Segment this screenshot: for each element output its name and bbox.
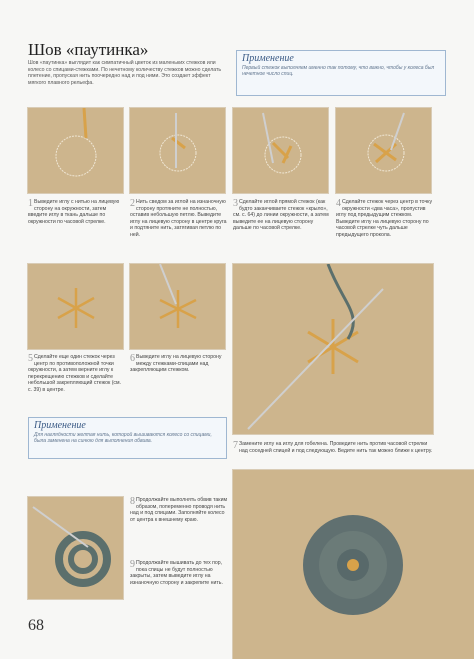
step-photo-3: [233, 108, 328, 193]
step-photo-2: [130, 108, 225, 193]
step-photo-7: [233, 264, 433, 434]
intro-text: Шов «паутинка» выглядит как симпатичный цветок из маленьких стежков или колесо со спицами-стежками. По нечетному количеству стежков можно сделать плетение, пропуская нить поочередно над и под ними. Это создает эффект мягкого плавного рельефа.: [28, 60, 222, 86]
note-heading: Применение: [34, 420, 86, 431]
step-text: Продолжайте выполнять обвив таким образом, попеременно проводя нить над и под спицами. Заполняйте колесо от центра к внешнему краю.: [130, 497, 228, 523]
note-text: Для наглядности желтая нить, которой вышиваются колесо со спицами, была заменена на синюю для выполнения обвива.: [34, 432, 212, 444]
step-text: Сделайте еще один стежок через центр по противоположной точки окружности, а затем верните иглу к перекрещению стежков и сделайте небольшой закрепляющий стежок (см. с. 39) в центре.: [28, 354, 122, 393]
step-photo-1: [28, 108, 123, 193]
step-caption-3: [233, 199, 331, 232]
step-caption-6: [130, 354, 228, 374]
step-photo-8: [28, 497, 123, 599]
step-caption-8: [130, 497, 230, 523]
step-caption-2: [130, 199, 228, 238]
step-caption-7: [233, 441, 433, 454]
step-photo-7-svg: [233, 264, 433, 434]
step-number: 1: [28, 198, 33, 209]
step-number: 4: [336, 198, 341, 209]
step-photo-4-svg: [336, 108, 431, 193]
page-number: 68: [28, 617, 44, 634]
step-caption-4: [336, 199, 434, 238]
step-photo-6-svg: [130, 264, 225, 349]
step-caption-5: [28, 354, 126, 393]
note-box-1: [236, 50, 446, 96]
final-photo: [233, 470, 474, 659]
step-number: 3: [233, 198, 238, 209]
step-photo-1-svg: [28, 108, 123, 193]
step-text: Сделайте стежок через центр в точку окружности «два часа», пропустив иглу под предыдущим стежком. Выведите иглу на лицевую сторону по часовой стрелке чуть дальше предыдущего прокола.: [336, 199, 433, 238]
step-photo-2-svg: [130, 108, 225, 193]
step-photo-5-svg: [28, 264, 123, 349]
note-box-2: [28, 417, 227, 459]
step-text: Нить сведом за иглой на изнаночную сторону протяните не полностью, оставив небольшую петлю. Выведите иглу на лицевую сторону в центре круга и подтяните нить, затягивая петлю по ней.: [130, 199, 227, 238]
step-number: 8: [130, 496, 135, 507]
step-text: Замените иглу на иглу для гобелена. Проведите нить против часовой стрелки над соседней спицей и под следующую. Ведите нить так можно ближе к центру.: [239, 441, 433, 454]
step-text: Выведите иглу на лицевую сторону между стежками-спицами над закрепляющим стежком.: [130, 354, 222, 373]
step-number: 9: [130, 559, 135, 570]
step-number: 5: [28, 353, 33, 364]
step-photo-6: [130, 264, 225, 349]
step-caption-9: [130, 560, 230, 586]
step-photo-3-svg: [233, 108, 328, 193]
step-number: 7: [233, 440, 238, 451]
note-text: Первый стежок выполняем именно так потому, что важно, чтобы у колеса был нечетное число спиц.: [242, 65, 435, 77]
step-caption-1: [28, 199, 126, 225]
step-photo-5: [28, 264, 123, 349]
step-number: 2: [130, 198, 135, 209]
step-photo-4: [336, 108, 431, 193]
note-heading: Применение: [242, 53, 294, 64]
step-text: Сделайте иглой прямой стежок (как будто заканчиваете стежок «крыло», см. с. 64) до линии окружности, а затем выведите ее на лицевую сторону дальше по часовой стрелке.: [233, 199, 329, 231]
page-title: Шов «паутинка»: [28, 40, 149, 59]
step-text: Продолжайте вышивать до тех пор, пока спицы не будут полностью закрыты, затем выведите иглу на изнаночную сторону и закрепите нить.: [130, 560, 223, 586]
step-photo-8-svg: [28, 497, 123, 599]
step-number: 6: [130, 353, 135, 364]
step-text: Выведите иглу с нитью на лицевую сторону на окружности, затем введите иглу в ткань дальше по окружности по часовой стрелке.: [28, 199, 120, 225]
final-photo-svg: [233, 470, 474, 659]
